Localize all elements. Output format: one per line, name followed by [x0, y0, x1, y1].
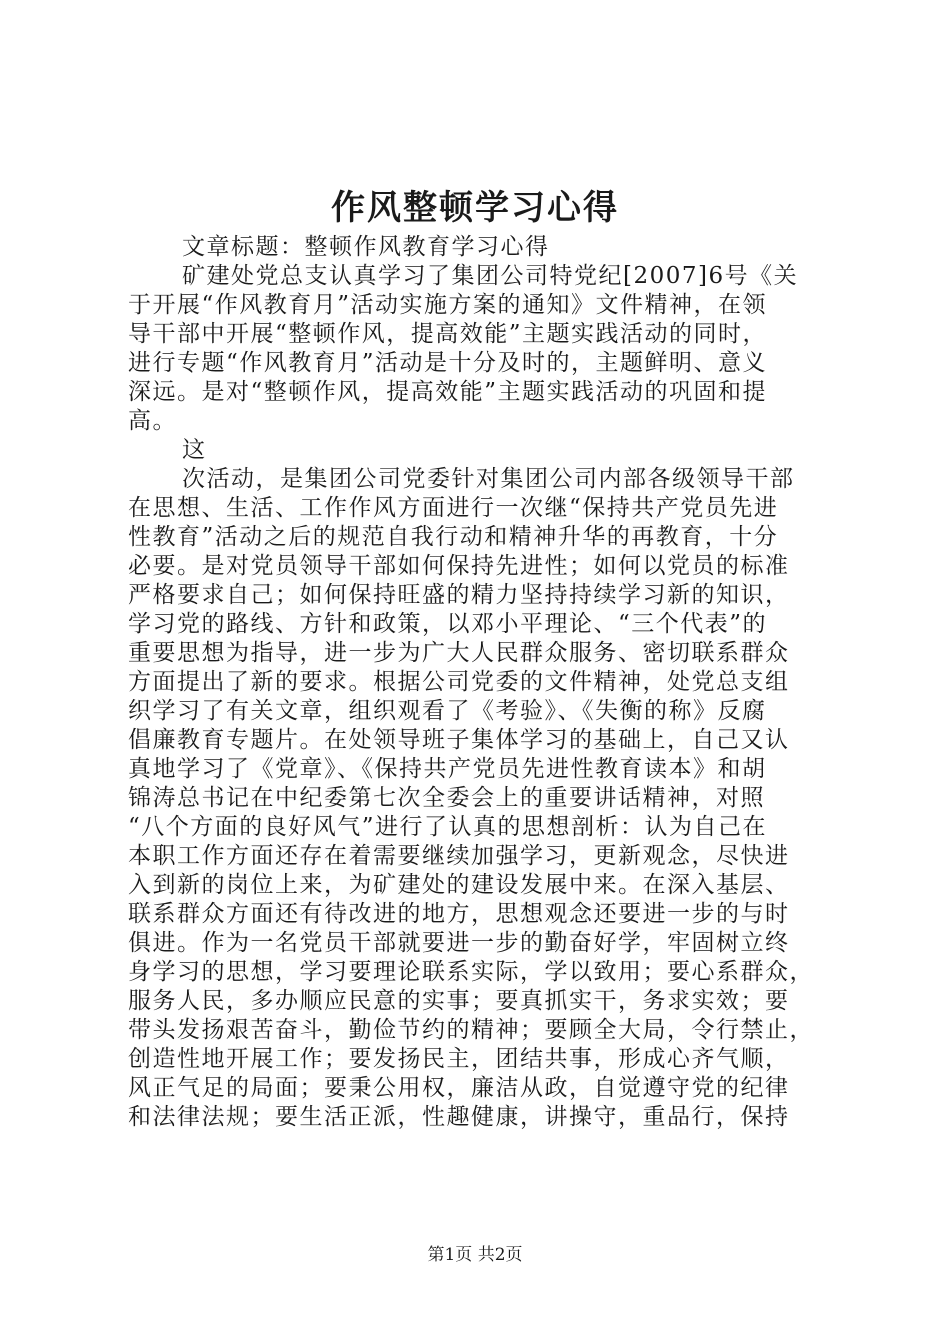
text-line: 重要思想为指导，进一步为广大人民群众服务、密切联系群众 [128, 640, 790, 666]
text-line: 导干部中开展“整顿作风，提高效能”主题实践活动的同时， [128, 321, 768, 347]
text-line: 在思想、生活、工作作风方面进行一次继“保持共产党员先进 [128, 495, 779, 521]
text-line: 联系群众方面还有待改进的地方，思想观念还要进一步的与时 [128, 901, 790, 927]
text-line: 创造性地开展工作；要发扬民主，团结共事，形成心齐气顺， [128, 1046, 790, 1072]
text-line: 身学习的思想，学习要理论联系实际，学以致用；要心系群众， [128, 959, 814, 985]
text-line: 风正气足的局面；要秉公用权，廉洁从政，自觉遵守党的纪律 [128, 1075, 790, 1101]
text-line: 本职工作方面还存在着需要继续加强学习，更新观念，尽快进 [128, 843, 790, 869]
text-line: 服务人民，多办顺应民意的实事；要真抓实干，务求实效；要 [128, 988, 790, 1014]
text-line: 真地学习了《党章》、《保持共产党员先进性教育读本》和胡 [128, 756, 767, 782]
text-line: 性教育”活动之后的规范自我行动和精神升华的再教育，十分 [128, 524, 779, 550]
text-line: 必要。是对党员领导干部如何保持先进性；如何以党员的标准 [128, 553, 790, 579]
text-line: 入到新的岗位上来，为矿建处的建设发展中来。在深入基层、 [128, 872, 790, 898]
text-line: 方面提出了新的要求。根据公司党委的文件精神，处党总支组 [128, 669, 790, 695]
text-line: 和法律法规；要生活正派，性趣健康，讲操守，重品行，保持 [128, 1104, 790, 1130]
text-line: 学习党的路线、方针和政策，以邓小平理论、“三个代表”的 [128, 611, 768, 637]
text-line: 次活动，是集团公司党委针对集团公司内部各级领导干部 [182, 466, 795, 492]
text-line: 严格要求自己；如何保持旺盛的精力坚持持续学习新的知识， [128, 582, 790, 608]
document-title: 作风整顿学习心得 [331, 188, 619, 228]
text-line: 高。 [128, 408, 177, 434]
text-line: 锦涛总书记在中纪委第七次全委会上的重要讲话精神，对照 [128, 785, 765, 811]
text-line: 深远。是对“整顿作风，提高效能”主题实践活动的巩固和提 [128, 379, 768, 405]
document-body [128, 233, 830, 1132]
text-line: 矿建处党总支认真学习了集团公司特党纪[2007]6号《关 [182, 263, 799, 289]
text-line: 带头发扬艰苦奋斗，勤俭节约的精神；要顾全大局，令行禁止， [128, 1017, 814, 1043]
text-line: 于开展“作风教育月”活动实施方案的通知》文件精神，在领 [128, 292, 768, 318]
text-line: 文章标题：整顿作风教育学习心得 [182, 234, 550, 260]
page-footer: 第1页 共2页 [427, 1245, 523, 1265]
text-line: 倡廉教育专题片。在处领导班子集体学习的基础上，自己又认 [128, 727, 790, 753]
text-line: 这 [182, 437, 207, 463]
text-line: 织学习了有关文章，组织观看了《考验》、《失衡的称》反腐 [128, 698, 767, 724]
text-line: 进行专题“作风教育月”活动是十分及时的，主题鲜明、意义 [128, 350, 768, 376]
text-line: “八个方面的良好风气”进行了认真的思想剖析：认为自己在 [128, 814, 768, 840]
text-line: 俱进。作为一名党员干部就要进一步的勤奋好学，牢固树立终 [128, 930, 790, 956]
